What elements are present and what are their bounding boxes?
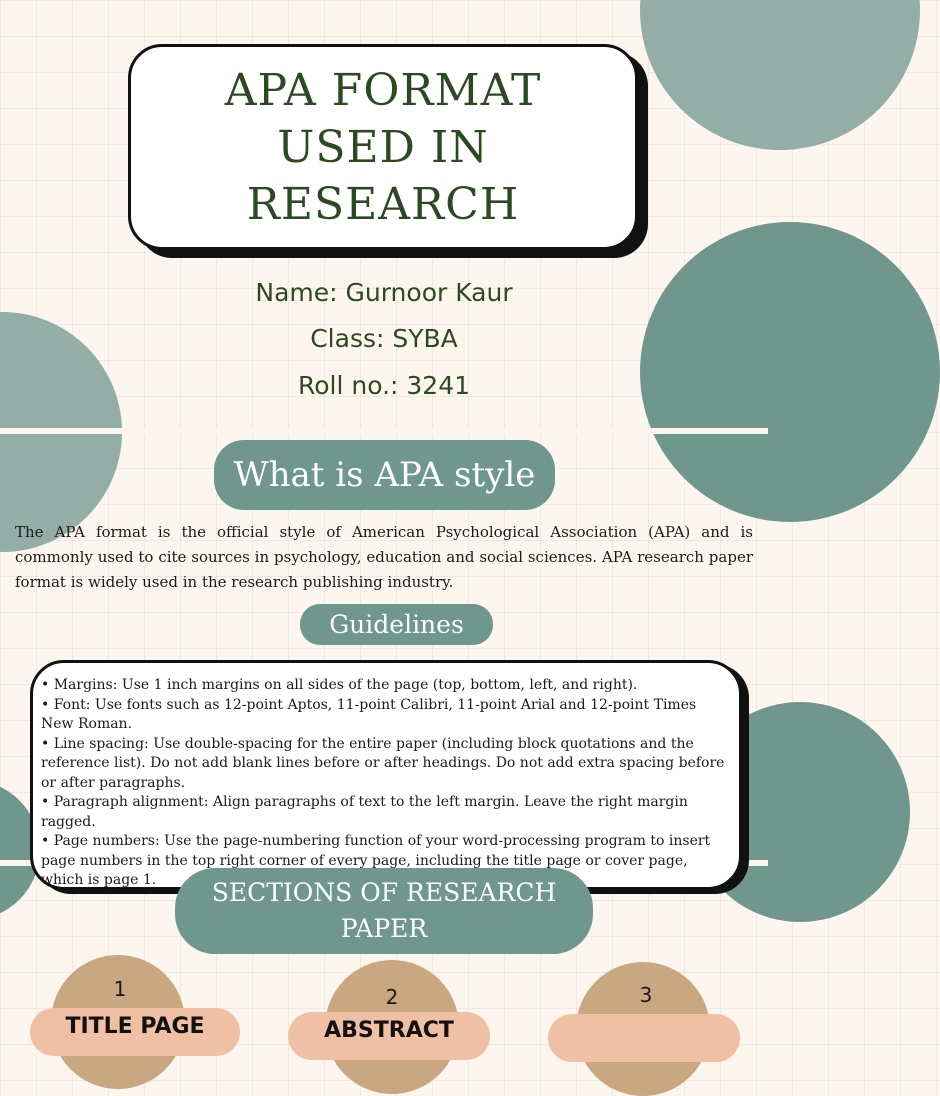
title-line: RESEARCH <box>246 178 520 230</box>
guidelines-heading-text: Guidelines <box>329 610 464 639</box>
guideline-item: • Margins: Use 1 inch margins on all sides of the page (top, bottom, left, and right). <box>41 677 638 693</box>
section-label-pill <box>548 1014 740 1062</box>
guideline-item: • Paragraph alignment: Align paragraphs of text to the left margin. Leave the right margin ragged. <box>41 794 688 830</box>
section-number: 1 <box>113 977 127 1001</box>
section-label-pill <box>288 1012 490 1060</box>
what-is-apa-heading <box>214 440 555 510</box>
student-class: Class: SYBA <box>310 324 458 353</box>
title-line: APA FORMAT <box>224 64 542 116</box>
student-roll-number: Roll no.: 3241 <box>297 371 471 400</box>
section-label: TITLE PAGE <box>65 1014 205 1039</box>
section-label-pill <box>30 1008 240 1056</box>
title-line: USED IN <box>277 121 489 173</box>
section-number: 3 <box>639 983 653 1007</box>
decorative-circle-top-right <box>640 0 920 150</box>
guideline-item: • Line spacing: Use double-spacing for the entire paper (including block quotations and the reference list). Do not add blank lines before or after headings. Do not add extra spacing before or after paragraphs. <box>41 735 725 791</box>
page-divider <box>0 428 768 434</box>
apa-description: The APA format is the official style of American Psychological Association (APA) and is commonly used to cite sources in psychology, education and social sciences. APA research paper format is widely used in the research publishing industry. <box>15 523 753 591</box>
section-number: 2 <box>385 985 399 1009</box>
guideline-item: • Font: Use fonts such as 12-point Aptos, 11-point Calibri, 11-point Arial and 12-point Times New Roman. <box>41 696 697 732</box>
section-label: ABSTRACT <box>324 1018 454 1043</box>
student-name: Name: Gurnoor Kaur <box>255 278 513 307</box>
guidelines-heading <box>300 604 493 645</box>
sections-heading-line: SECTIONS OF RESEARCH <box>211 878 557 907</box>
guideline-item: • Page numbers: Use the page-numbering function of your word-processing program to insert page numbers in the top right corner of every page, including the title page or cover page, which is page 1. <box>41 833 711 888</box>
sections-heading <box>175 868 593 954</box>
guidelines-card <box>30 660 742 890</box>
sections-heading-line: PAPER <box>340 914 428 943</box>
what-is-apa-heading-text: What is APA style <box>233 455 536 495</box>
title-card <box>128 44 638 250</box>
